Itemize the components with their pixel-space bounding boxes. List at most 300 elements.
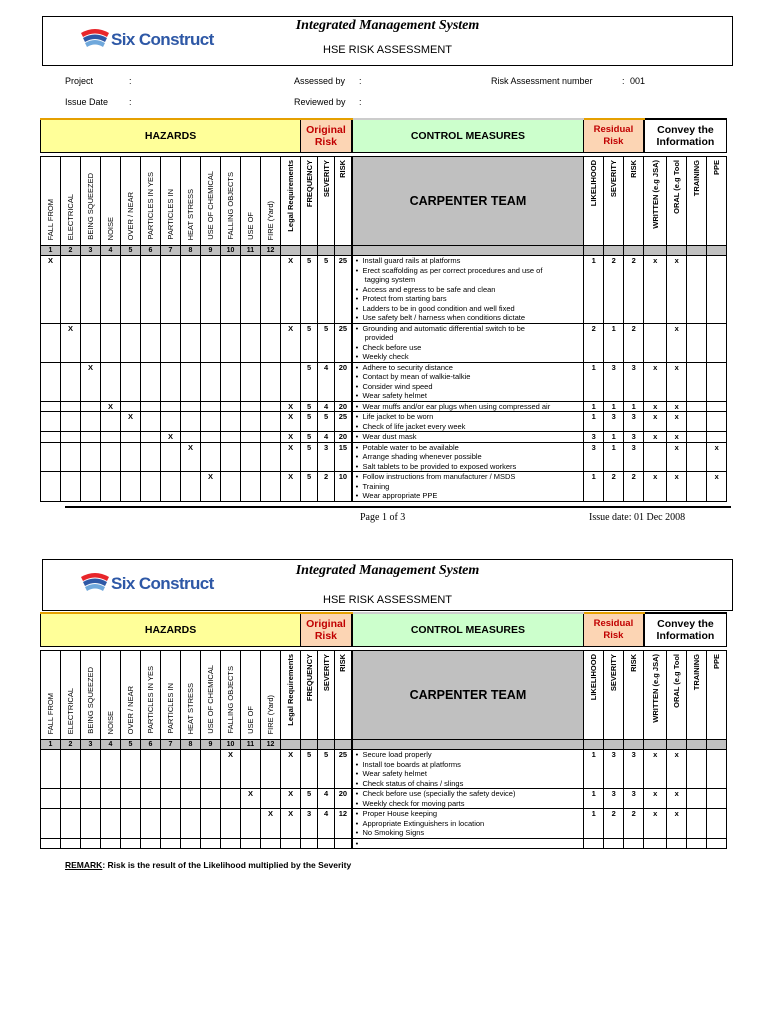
hazard-mark-cell: X xyxy=(81,362,101,401)
control-measure-text: Life jacket to be worn xyxy=(362,412,434,421)
hazard-mark-cell xyxy=(121,432,141,443)
frequency-cell xyxy=(301,838,318,849)
number-row-cell xyxy=(335,246,352,256)
residual-severity-cell: 2 xyxy=(604,256,624,324)
hazard-mark-cell xyxy=(241,750,261,789)
control-measure-text: Adhere to security distance xyxy=(362,362,453,372)
control-measure-text: Check before use xyxy=(362,342,422,352)
control-measure-item xyxy=(356,799,584,809)
written-col-header xyxy=(644,157,667,246)
bullet-icon: • xyxy=(355,323,363,333)
hazard-mark-cell xyxy=(201,809,221,839)
written-cell xyxy=(644,442,667,472)
table-row xyxy=(41,401,727,412)
hazard-col-label: NOISE xyxy=(106,710,115,734)
control-measures-header: CONTROL MEASURES xyxy=(352,613,584,647)
hazard-mark-cell xyxy=(141,323,161,362)
hazard-mark-cell: X xyxy=(61,323,81,362)
frequency-cell: 5 xyxy=(301,432,318,443)
ra-number-label: Risk Assessment number xyxy=(491,76,593,86)
bullet-icon: • xyxy=(355,265,363,275)
residual-severity-cell xyxy=(604,838,624,849)
residual-risk-cell: 3 xyxy=(624,412,644,432)
frequency-label: FREQUENCY xyxy=(304,654,314,702)
hazard-mark-cell xyxy=(61,432,81,443)
control-measure-item xyxy=(356,324,584,334)
table-row xyxy=(41,362,727,401)
hazard-mark-cell xyxy=(241,472,261,502)
control-measure-item xyxy=(356,382,584,392)
hazard-mark-cell xyxy=(181,472,201,502)
residual-risk-cell: 3 xyxy=(624,362,644,401)
risk-label: RISK xyxy=(338,160,348,178)
hazard-number: 8 xyxy=(181,246,201,256)
number-row-cell xyxy=(707,246,727,256)
hazard-col-header xyxy=(121,157,141,246)
original-risk-line2: Risk xyxy=(314,136,337,148)
residual-risk-cell: 3 xyxy=(624,442,644,472)
hazard-mark-cell: X xyxy=(121,412,141,432)
form-title: HSE RISK ASSESSMENT xyxy=(323,44,452,56)
hazard-number: 10 xyxy=(221,740,241,750)
hazard-mark-cell xyxy=(121,472,141,502)
hazard-mark-cell xyxy=(181,809,201,839)
oral-cell: x xyxy=(667,809,687,839)
training-cell xyxy=(687,750,707,789)
hazard-mark-cell xyxy=(61,809,81,839)
training-cell xyxy=(687,789,707,809)
hazard-col-label: PARTICLES IN YES xyxy=(146,172,155,240)
hazard-col-header xyxy=(141,651,161,740)
bullet-icon: • xyxy=(355,401,363,411)
hazard-mark-cell xyxy=(261,256,281,324)
page1-header-box xyxy=(42,16,733,66)
residual-risk-line1: Residual xyxy=(593,124,634,135)
control-measure-text: Proper House keeping xyxy=(362,809,438,818)
hazard-col-header xyxy=(241,651,261,740)
frequency-cell: 5 xyxy=(301,256,318,324)
residual-risk-cell: 2 xyxy=(624,256,644,324)
residual-risk-cell: 3 xyxy=(624,789,644,809)
likelihood-cell: 1 xyxy=(584,401,604,412)
hazard-number: 6 xyxy=(141,740,161,750)
control-measure-text: Consider wind speed xyxy=(362,381,433,391)
bullet-icon: • xyxy=(355,769,363,778)
legal-cell xyxy=(281,838,301,849)
page2-header-box xyxy=(42,559,733,611)
control-measure-item xyxy=(356,391,584,401)
hazard-col-header xyxy=(61,157,81,246)
hazard-mark-cell xyxy=(201,323,221,362)
residual-risk-header xyxy=(584,613,644,647)
issue-date-colon: : xyxy=(129,97,132,107)
bullet-icon: • xyxy=(355,372,363,381)
control-measures-cell xyxy=(352,401,584,412)
hazard-mark-cell xyxy=(121,838,141,849)
number-row-cell xyxy=(301,246,318,256)
residual-risk-line2: Risk xyxy=(603,630,624,641)
hazard-number: 6 xyxy=(141,246,161,256)
control-measure-item xyxy=(356,769,584,779)
hazard-mark-cell xyxy=(61,472,81,502)
control-measure-text: Check of life jacket every week xyxy=(362,421,466,431)
number-row-cell xyxy=(352,740,584,750)
training-cell xyxy=(687,323,707,362)
issue-date-footer: Issue date: 01 Dec 2008 xyxy=(589,512,686,523)
hazard-col-label: USE OF xyxy=(246,212,255,240)
hazard-number: 7 xyxy=(161,246,181,256)
control-measure-text: Wear safety helmet xyxy=(362,391,427,400)
hazard-mark-cell xyxy=(141,472,161,502)
number-row-cell xyxy=(624,740,644,750)
hazard-mark-cell xyxy=(201,750,221,789)
bullet-icon: • xyxy=(355,432,363,441)
hazard-mark-cell xyxy=(221,432,241,443)
hazard-number: 4 xyxy=(101,246,121,256)
table-row xyxy=(41,412,727,432)
likelihood-cell: 1 xyxy=(584,256,604,324)
control-measure-text: Wear dust mask xyxy=(362,432,417,441)
hazard-number: 4 xyxy=(101,740,121,750)
control-measure-item xyxy=(356,809,584,819)
hazard-mark-cell xyxy=(161,838,181,849)
hazard-mark-cell xyxy=(41,323,61,362)
hazard-mark-cell xyxy=(141,401,161,412)
likelihood-cell xyxy=(584,838,604,849)
control-measure-text: Check status of chains / slings xyxy=(362,778,464,788)
hazard-mark-cell xyxy=(221,362,241,401)
hazard-mark-cell xyxy=(61,401,81,412)
hazard-number: 2 xyxy=(61,246,81,256)
legal-cell: X xyxy=(281,432,301,443)
written-label: WRITTEN (e.g JSA) xyxy=(650,654,660,723)
hazard-mark-cell: X xyxy=(181,442,201,472)
legal-col-header xyxy=(281,651,301,740)
hazard-mark-cell xyxy=(141,442,161,472)
written-cell: x xyxy=(644,809,667,839)
bullet-icon: • xyxy=(355,352,363,361)
hazards-header: HAZARDS xyxy=(41,613,301,647)
hazard-mark-cell xyxy=(81,750,101,789)
severity-cell: 4 xyxy=(318,809,335,839)
legal-cell: X xyxy=(281,412,301,432)
logo-wordmark: Six Construct xyxy=(111,30,214,49)
severity-cell: 4 xyxy=(318,432,335,443)
hazard-mark-cell xyxy=(41,750,61,789)
hazard-col-header xyxy=(221,157,241,246)
hazard-mark-cell xyxy=(221,838,241,849)
risk-cell: 25 xyxy=(335,412,352,432)
control-measure-text: Salt tablets to be provided to exposed workers xyxy=(362,461,517,471)
control-measure-text: Potable water to be available xyxy=(362,442,459,452)
training-label: TRAINING xyxy=(692,654,702,691)
risk-cell: 12 xyxy=(335,809,352,839)
hazard-number: 12 xyxy=(261,246,281,256)
risk-cell: 25 xyxy=(335,256,352,324)
control-measure-text: provided xyxy=(364,333,394,342)
risk-cell: 25 xyxy=(335,750,352,789)
hazard-mark-cell xyxy=(201,442,221,472)
residual-severity-cell: 3 xyxy=(604,412,624,432)
risk-table-page2 xyxy=(40,612,727,849)
bullet-icon: • xyxy=(355,442,363,452)
oral-cell: x xyxy=(667,401,687,412)
hazard-mark-cell xyxy=(161,809,181,839)
hazard-col-header xyxy=(61,651,81,740)
hazard-mark-cell xyxy=(81,809,101,839)
control-measures-cell xyxy=(352,432,584,443)
table-row xyxy=(41,750,727,789)
issue-date-label: Issue Date xyxy=(65,97,109,107)
hazard-col-header xyxy=(41,651,61,740)
bullet-icon: • xyxy=(355,809,363,818)
remark-label: REMARK xyxy=(65,860,103,870)
hazard-mark-cell xyxy=(201,432,221,443)
hazard-mark-cell xyxy=(261,789,281,809)
frequency-cell: 5 xyxy=(301,412,318,432)
hazard-col-label: USE OF xyxy=(246,706,255,734)
hazard-mark-cell xyxy=(241,362,261,401)
hazard-col-label: FALLING OBJECTS xyxy=(226,172,235,240)
likelihood-cell: 3 xyxy=(584,432,604,443)
frequency-cell: 5 xyxy=(301,472,318,502)
hazard-mark-cell xyxy=(161,442,181,472)
likelihood-cell: 1 xyxy=(584,809,604,839)
ppe-cell xyxy=(707,809,727,839)
ppe-cell xyxy=(707,838,727,849)
hazard-number: 1 xyxy=(41,740,61,750)
severity-cell: 5 xyxy=(318,750,335,789)
written-cell: x xyxy=(644,789,667,809)
frequency-cell: 5 xyxy=(301,442,318,472)
bullet-icon: • xyxy=(355,778,363,788)
hazard-mark-cell xyxy=(141,838,161,849)
oral-cell: x xyxy=(667,362,687,401)
risk-cell: 25 xyxy=(335,323,352,362)
likelihood-cell: 2 xyxy=(584,323,604,362)
hazard-mark-cell xyxy=(261,442,281,472)
hazard-col-header xyxy=(101,157,121,246)
hazard-mark-cell xyxy=(261,401,281,412)
residual-risk-cell: 2 xyxy=(624,472,644,502)
number-row-cell xyxy=(301,740,318,750)
hazard-mark-cell xyxy=(121,789,141,809)
control-measure-item xyxy=(356,789,584,799)
oral-cell: x xyxy=(667,472,687,502)
control-measure-item xyxy=(356,760,584,770)
bullet-icon: • xyxy=(355,284,363,294)
convey-line1: Convey the xyxy=(657,124,714,136)
risk-cell: 10 xyxy=(335,472,352,502)
bullet-icon: • xyxy=(355,838,363,848)
hazard-mark-cell xyxy=(221,809,241,839)
hazard-mark-cell xyxy=(181,323,201,362)
training-cell xyxy=(687,838,707,849)
training-cell xyxy=(687,432,707,443)
residual-severity-cell: 1 xyxy=(604,442,624,472)
control-measure-text: Training xyxy=(362,481,390,491)
bullet-icon: • xyxy=(355,256,363,265)
project-colon: : xyxy=(129,76,132,86)
legal-cell: X xyxy=(281,323,301,362)
control-measure-item xyxy=(356,313,584,323)
residual-risk-cell: 2 xyxy=(624,323,644,362)
reviewed-by-colon: : xyxy=(359,97,362,107)
ppe-cell xyxy=(707,412,727,432)
frequency-cell: 5 xyxy=(301,323,318,362)
convey-information-header xyxy=(644,613,727,647)
hazard-number: 3 xyxy=(81,246,101,256)
hazard-mark-cell xyxy=(181,838,201,849)
hazard-col-label: USE OF CHEMICAL xyxy=(206,665,215,734)
hazard-mark-cell xyxy=(141,432,161,443)
table-row xyxy=(41,838,727,849)
hazard-mark-cell: X xyxy=(201,472,221,502)
control-measure-item xyxy=(356,372,584,382)
hazard-mark-cell xyxy=(61,442,81,472)
hazard-mark-cell xyxy=(101,789,121,809)
hazard-col-label: FALL FROM xyxy=(46,692,55,734)
severity-cell xyxy=(318,838,335,849)
original-risk-header xyxy=(301,119,352,153)
hazard-mark-cell xyxy=(81,256,101,324)
hazard-mark-cell xyxy=(81,472,101,502)
oral-label: ORAL (e.g Tool xyxy=(672,654,682,708)
hazard-mark-cell xyxy=(61,412,81,432)
hazard-mark-cell xyxy=(161,789,181,809)
severity-col-header xyxy=(318,157,335,246)
control-measure-text: Appropriate Extinguishers in location xyxy=(362,818,485,828)
residual-risk-cell: 3 xyxy=(624,750,644,789)
residual-severity-cell: 3 xyxy=(604,789,624,809)
frequency-cell: 5 xyxy=(301,362,318,401)
hazard-col-header xyxy=(241,157,261,246)
control-measure-text: Wear safety helmet xyxy=(362,769,427,778)
remark-text: : Risk is the result of the Likelihood multiplied by the Severity xyxy=(102,860,352,870)
assessed-by-label: Assessed by xyxy=(294,76,346,86)
control-measure-item xyxy=(356,412,584,422)
number-row-cell xyxy=(352,246,584,256)
team-header: CARPENTER TEAM xyxy=(352,651,584,740)
hazard-mark-cell xyxy=(241,442,261,472)
oral-cell xyxy=(667,838,687,849)
severity-cell: 4 xyxy=(318,362,335,401)
hazard-col-label: OVER / NEAR xyxy=(126,685,135,734)
hazard-col-header xyxy=(261,157,281,246)
residual-severity-col-header xyxy=(604,651,624,740)
hazard-mark-cell xyxy=(221,789,241,809)
residual-risk-col-header xyxy=(624,651,644,740)
severity-label: SEVERITY xyxy=(321,160,331,198)
control-measures-cell xyxy=(352,838,584,849)
hazard-col-header xyxy=(141,157,161,246)
ra-number-colon: : xyxy=(622,76,625,86)
likelihood-label: LIKELIHOOD xyxy=(589,160,599,207)
form-title: HSE RISK ASSESSMENT xyxy=(323,594,452,606)
hazard-mark-cell xyxy=(101,838,121,849)
hazard-mark-cell xyxy=(121,809,141,839)
hazard-mark-cell xyxy=(261,838,281,849)
oral-cell: x xyxy=(667,323,687,362)
hazard-mark-cell xyxy=(221,472,241,502)
control-measure-item xyxy=(356,422,584,432)
residual-risk-cell: 2 xyxy=(624,809,644,839)
legal-cell: X xyxy=(281,789,301,809)
written-cell xyxy=(644,838,667,849)
hazard-number: 9 xyxy=(201,740,221,750)
number-row-cell xyxy=(687,740,707,750)
likelihood-col-header xyxy=(584,651,604,740)
severity-cell: 5 xyxy=(318,323,335,362)
control-measure-text: Contact by mean of walkie-talkie xyxy=(362,372,471,381)
project-label: Project xyxy=(65,76,94,86)
written-label: WRITTEN (e.g JSA) xyxy=(650,160,660,229)
oral-cell: x xyxy=(667,432,687,443)
residual-risk-header xyxy=(584,119,644,153)
hazard-col-label: ELECTRICAL xyxy=(66,193,75,240)
hazard-mark-cell xyxy=(161,256,181,324)
control-measure-item xyxy=(356,828,584,838)
ppe-col-header xyxy=(707,157,727,246)
oral-col-header xyxy=(667,651,687,740)
residual-risk-label: RISK xyxy=(629,654,639,672)
convey-line2: Information xyxy=(656,136,715,148)
number-row-cell xyxy=(624,246,644,256)
hazard-col-header xyxy=(221,651,241,740)
hazard-mark-cell xyxy=(181,432,201,443)
written-cell: x xyxy=(644,472,667,502)
control-measures-cell xyxy=(352,412,584,432)
control-measure-text: Install toe boards at platforms xyxy=(362,759,461,769)
control-measure-item xyxy=(356,285,584,295)
hazard-number: 2 xyxy=(61,740,81,750)
bullet-icon: • xyxy=(355,472,363,481)
severity-cell: 4 xyxy=(318,401,335,412)
hazard-mark-cell xyxy=(141,362,161,401)
residual-risk-cell: 3 xyxy=(624,432,644,443)
hazard-mark-cell xyxy=(241,809,261,839)
hazard-mark-cell: X xyxy=(161,432,181,443)
control-measure-text: No Smoking Signs xyxy=(362,828,425,837)
likelihood-cell: 1 xyxy=(584,472,604,502)
convey-line1: Convey the xyxy=(657,618,714,630)
control-measure-item xyxy=(356,343,584,353)
hazard-mark-cell xyxy=(221,412,241,432)
hazard-mark-cell xyxy=(201,789,221,809)
hazard-mark-cell xyxy=(141,789,161,809)
training-col-header xyxy=(687,651,707,740)
bullet-icon: • xyxy=(355,481,363,491)
control-measure-text: Check before use (specially the safety device) xyxy=(362,789,516,798)
system-title: Integrated Management System xyxy=(295,18,480,33)
reviewed-by-label: Reviewed by xyxy=(294,97,346,107)
hazard-number: 10 xyxy=(221,246,241,256)
ra-number-value: 001 xyxy=(630,76,646,86)
likelihood-cell: 1 xyxy=(584,750,604,789)
hazard-col-header xyxy=(121,651,141,740)
control-measure-item xyxy=(356,472,584,482)
hazard-mark-cell xyxy=(261,750,281,789)
ppe-cell: x xyxy=(707,442,727,472)
control-measures-cell xyxy=(352,442,584,472)
control-measure-text: Use safety belt / harness when conditions dictate xyxy=(362,313,526,322)
remark-note xyxy=(65,860,351,870)
number-row-cell xyxy=(335,740,352,750)
ppe-label: PPE xyxy=(712,654,722,670)
control-measure-item xyxy=(356,779,584,789)
hazard-col-label: FIRE (Yard) xyxy=(266,694,275,734)
bullet-icon: • xyxy=(355,828,363,837)
